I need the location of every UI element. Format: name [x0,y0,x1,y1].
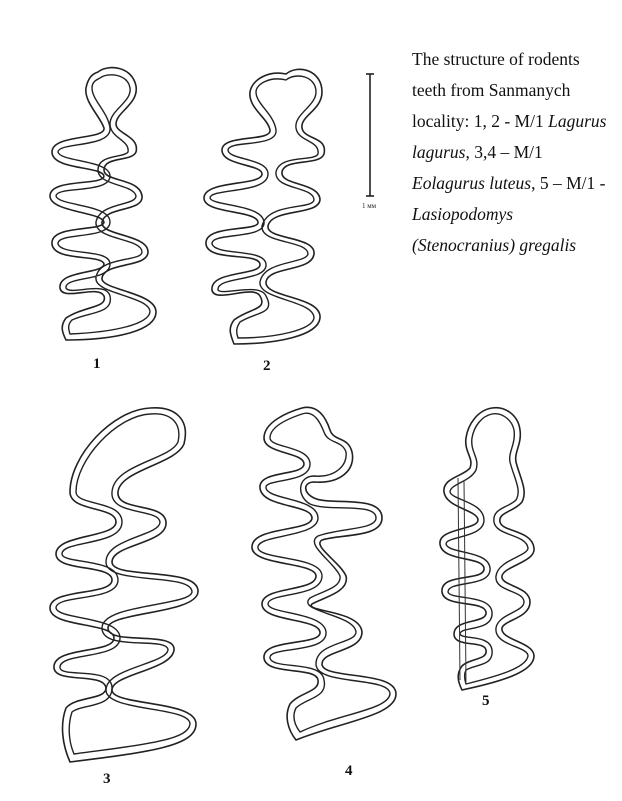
tooth-1-drawing [50,68,156,340]
scale-bar [362,74,377,210]
tooth-3-drawing [50,408,198,762]
tooth-2-drawing [204,69,324,344]
figure-number-5: 5 [482,693,490,709]
caption-species-3: Lasiopodomys (Stenocranius) gregalis [412,204,577,255]
scale-bar-label: 1 мм [362,202,377,210]
caption-text-2: , 3,4 – M/1 [465,142,543,162]
caption-text-1: The structure of rodents teeth from Sanmanych locality: 1, 2 - M/1 [412,49,580,131]
tooth-4-drawing [252,407,396,740]
figure-caption [412,44,612,261]
figure-number-4: 4 [345,763,353,779]
figure-number-1: 1 [93,356,101,372]
tooth-5-drawing [440,408,534,690]
figure-number-3: 3 [103,771,111,787]
caption-species-1: Lagurus lagurus [412,111,607,162]
figure-number-2: 2 [263,358,271,374]
caption-text-3: , 5 – M/1 - [531,173,606,193]
caption-species-2: Eolagurus luteus [412,173,532,193]
